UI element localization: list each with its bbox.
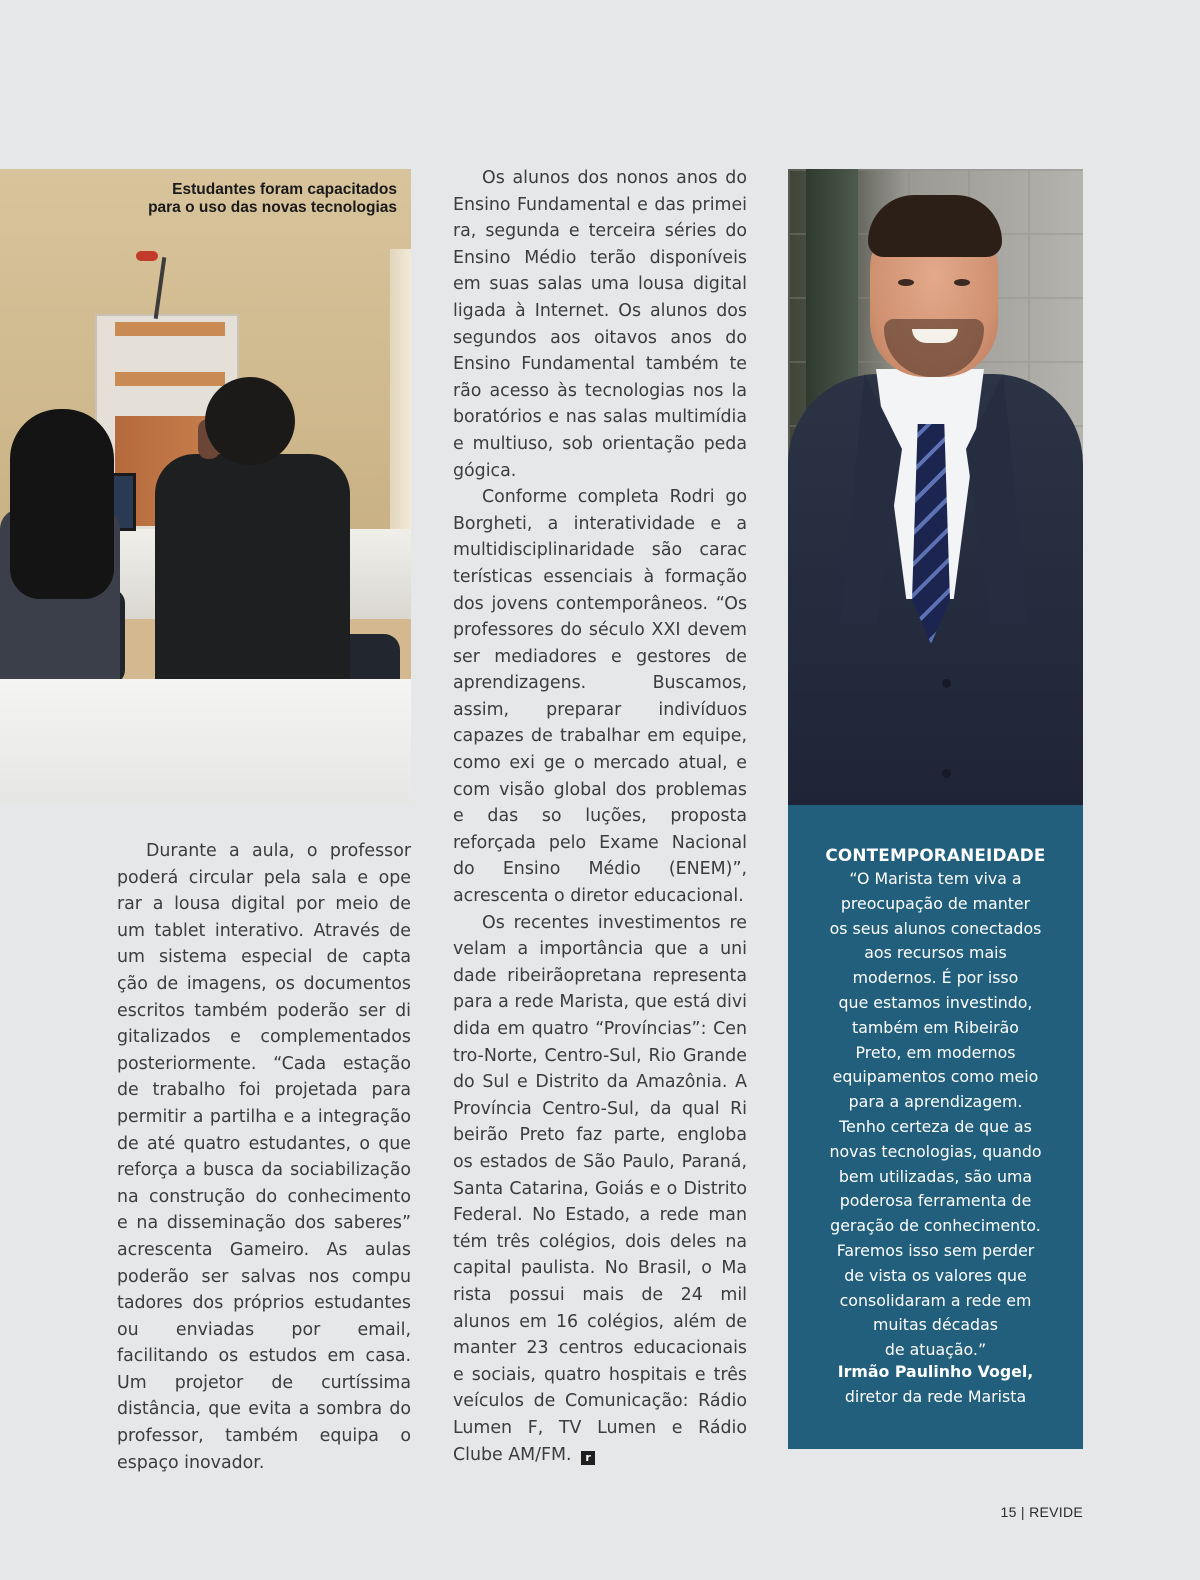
text-line: quatro hospitais e três veículos de <box>453 1364 747 1412</box>
text-line: luções, proposta reforçada pelo <box>453 806 748 853</box>
text-line: Os alunos dos nonos anos do <box>482 168 747 188</box>
hair <box>868 195 1002 257</box>
text-line: para a rede Marista, que está divi <box>453 992 747 1013</box>
jacket-button <box>942 679 951 688</box>
quote-line: poderosa ferramenta de <box>839 1191 1032 1211</box>
text-line: tém três colégios, dois deles na <box>453 1231 747 1252</box>
text-line: boratórios e nas salas multimídia <box>453 407 747 428</box>
text-line: em suas salas uma lousa digital <box>453 274 747 295</box>
text-line: gógica. <box>453 460 517 481</box>
smile <box>912 329 958 343</box>
text-line: trabalhar em equipe, como exi <box>453 726 747 774</box>
text-line: velam a importância que a uni <box>453 939 747 960</box>
paragraph <box>453 484 747 910</box>
text-line: tro-Norte, Centro-Sul, Rio Grande <box>453 1045 747 1066</box>
quote-author-role: diretor da rede Marista <box>844 1386 1027 1406</box>
text-line: Ensino Médio terão disponíveis <box>453 247 747 268</box>
page-number: 15 <box>1000 1504 1017 1520</box>
text-line: Conforme completa Rodri <box>482 487 715 508</box>
text-line: rar a lousa digital por meio de <box>117 894 411 915</box>
text-line: a sombra do professor, também <box>117 1399 411 1447</box>
cabinet-shelf <box>115 322 225 336</box>
text-line: beirão Preto faz parte, engloba <box>453 1125 747 1146</box>
text-line: Federal. No Estado, a rede man <box>453 1205 747 1226</box>
text-line: educacional. <box>633 886 744 907</box>
text-line: em 16 colégios, além de manter <box>453 1311 747 1359</box>
text-line: ge o mercado atual, e com visão <box>453 753 748 800</box>
text-line: ção de imagens, os documentos <box>117 973 411 994</box>
portrait-photo <box>788 169 1083 805</box>
text-line: de trabalho foi projetada para <box>117 1080 411 1101</box>
column-left <box>117 838 411 1476</box>
table-front <box>0 679 411 804</box>
text-line: poderá circular pela sala e ope <box>117 867 411 888</box>
text-line: rista possui mais de 24 mil alunos <box>453 1284 747 1332</box>
text-line: Ensino Fundamental também te <box>453 354 747 375</box>
text-line: segundos aos oitavos anos do <box>453 327 747 348</box>
photo-caption-line: para o uso das novas tecnologias <box>148 199 397 216</box>
eye <box>898 279 914 286</box>
text-line: posteriormente. “Cada estação <box>117 1053 411 1074</box>
student-head <box>205 377 295 465</box>
footer-separator: | <box>1020 1504 1025 1520</box>
text-line: ser mediadores e gestores de <box>453 646 747 667</box>
text-line: de curtíssima distância, que evita <box>117 1372 412 1420</box>
text-line: go Borgheti, a interatividade e a <box>453 487 747 534</box>
text-line: reforça a busca da sociabilização <box>117 1160 411 1181</box>
text-line: rão acesso às tecnologias nos la <box>453 380 747 401</box>
text-line: ligada à Internet. Os alunos dos <box>453 300 747 321</box>
text-line: os estudos em casa. Um projetor <box>117 1346 412 1393</box>
page-footer <box>1001 1504 1083 1520</box>
text-line: terísticas essenciais à formação <box>453 566 747 587</box>
quote-line: bem utilizadas, são uma <box>838 1166 1033 1186</box>
paragraph <box>117 838 411 1476</box>
text-line: ou enviadas por email, facilitando <box>117 1319 411 1367</box>
text-line: multidisciplinaridade são carac <box>453 540 747 561</box>
text-line: tadores dos próprios estudantes <box>117 1293 411 1314</box>
text-line: de até quatro estudantes, o que <box>117 1133 411 1154</box>
quote-line: os seus alunos conectados <box>829 918 1042 938</box>
quote-line: consolidaram a rede em <box>839 1290 1032 1310</box>
quote-line: equipamentos como meio <box>832 1067 1039 1087</box>
text-line: professores do século XXI devem <box>453 620 747 641</box>
text-line: um tablet interativo. Através de <box>117 920 411 941</box>
text-line: e na disseminação dos saberes” <box>117 1213 411 1234</box>
text-line: dida em quatro “Províncias”: Cen <box>453 1019 747 1039</box>
publication-name: REVIDE <box>1029 1504 1083 1520</box>
tie <box>912 424 950 644</box>
text-line: Exame Nacional do Ensino Médio <box>453 832 747 880</box>
text-line: equipa o espaço inovador. <box>117 1426 411 1473</box>
text-line: permitir a partilha e a integração <box>117 1106 411 1127</box>
quote-line: geração de conhecimento. <box>830 1216 1041 1236</box>
lamp-head <box>136 251 158 261</box>
text-line: gitalizados e complementados <box>117 1027 411 1048</box>
quote-line: “O Marista tem viva a <box>849 869 1022 888</box>
text-line: dos jovens contemporâneos. “Os <box>453 593 747 614</box>
quote-line: de atuação.” <box>884 1340 987 1360</box>
quote-text <box>812 867 1059 1363</box>
end-of-article-mark: r <box>581 1451 595 1465</box>
text-line: poderão ser salvas nos compu <box>117 1266 411 1287</box>
quote-line: Preto, em modernos <box>855 1042 1016 1062</box>
photo-caption-line: Estudantes foram capacitados <box>172 181 397 198</box>
text-line: dade ribeirãopretana representa <box>453 965 747 986</box>
quote-line: que estamos investindo, <box>838 992 1033 1012</box>
text-line: Durante a aula, o professor <box>146 841 411 861</box>
quote-line: novas tecnologias, quando <box>829 1141 1042 1161</box>
text-line: do Sul e Distrito da Amazônia. A <box>453 1072 747 1093</box>
quote-line: Faremos isso sem perder <box>836 1240 1035 1260</box>
quote-line: muitas décadas <box>873 1315 998 1335</box>
classroom-photo <box>0 169 411 804</box>
photo-caption <box>97 181 397 217</box>
text-line: Lumen e Rádio Clube AM/FM. <box>453 1417 747 1465</box>
paragraph <box>453 910 747 1468</box>
text-line: aprendizagens. Buscamos, assim, <box>453 673 747 720</box>
paragraph <box>453 165 747 484</box>
text-line: (ENEM)”, acrescenta o diretor <box>453 859 747 907</box>
cabinet-shelf <box>115 372 225 386</box>
quote-title: CONTEMPORANEIDADE <box>825 845 1046 865</box>
quote-line: aos recursos mais <box>864 943 1007 963</box>
student-hair <box>10 409 114 599</box>
text-line: acrescenta Gameiro. As aulas <box>117 1239 411 1260</box>
quote-signature <box>788 1360 1083 1410</box>
text-line: 23 centros educacionais e sociais, <box>453 1338 747 1385</box>
text-line: os estados de São Paulo, Paraná, <box>453 1151 747 1172</box>
text-line: ra, segunda e terceira séries do <box>453 221 747 242</box>
quote-line: para a aprendizagem. <box>848 1092 1023 1112</box>
text-line: global dos problemas e das so <box>453 779 747 827</box>
quote-line: Tenho certeza de que as <box>839 1116 1032 1136</box>
text-line: Ensino Fundamental e das primei <box>453 194 747 215</box>
quote-author-name: Irmão Paulinho Vogel, <box>837 1362 1034 1381</box>
quote-line: também em Ribeirão <box>852 1017 1019 1037</box>
quote-line: preocupação de manter <box>840 893 1031 913</box>
column-middle <box>453 165 747 1468</box>
text-line: Comunicação: Rádio Lumen F, TV <box>453 1391 747 1438</box>
lamp-pole <box>154 257 167 319</box>
text-line: na construção do conhecimento <box>117 1186 411 1207</box>
text-line: escritos também poderão ser di <box>117 1000 411 1021</box>
text-line: e multiuso, sob orientação peda <box>453 433 747 454</box>
eye <box>954 279 970 286</box>
text-line: Província Centro-Sul, da qual Ri <box>453 1098 747 1119</box>
quote-box <box>788 805 1083 1449</box>
jacket-button <box>942 769 951 778</box>
text-line: Santa Catarina, Goiás e o Distrito <box>453 1178 747 1199</box>
text-line: um sistema especial de capta <box>117 947 411 968</box>
student-body <box>155 454 350 704</box>
quote-line: de vista os valores que <box>844 1265 1027 1285</box>
text-line: Os recentes investimentos re <box>482 912 747 933</box>
quote-line: modernos. É por isso <box>852 968 1019 988</box>
text-line: preparar indivíduos capazes de <box>453 699 747 747</box>
text-line: capital paulista. No Brasil, o Ma <box>453 1258 747 1279</box>
